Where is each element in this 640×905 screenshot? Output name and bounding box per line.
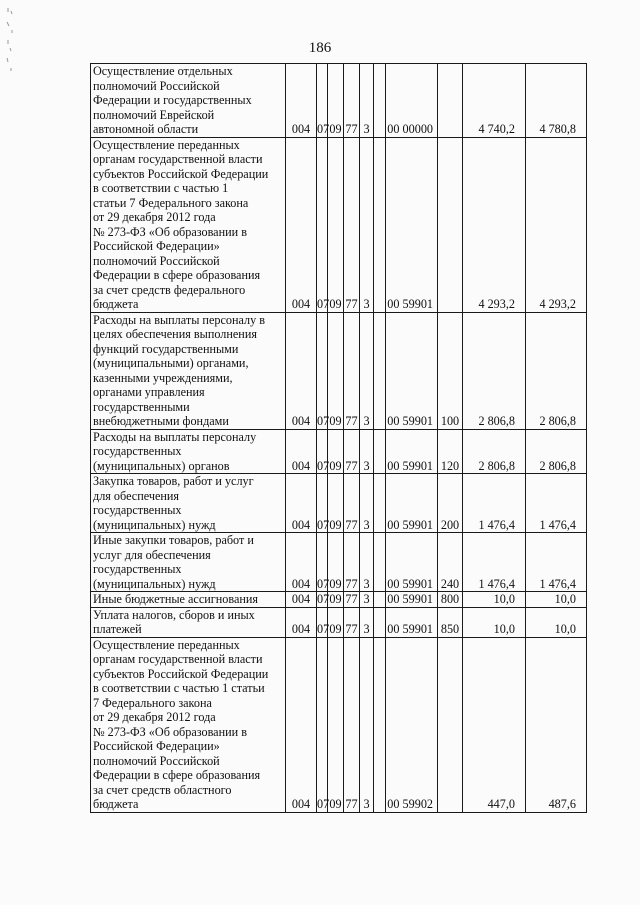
- row-grbs-cell: 004: [286, 637, 317, 812]
- row-grbs-cell: 004: [286, 64, 317, 138]
- row-amount-1-cell: 1 476,4: [463, 474, 526, 533]
- row-target-subprogram-cell: 3: [360, 312, 374, 429]
- row-section-cell: 07: [317, 312, 328, 429]
- row-section-cell: 07: [317, 474, 328, 533]
- row-blank-cell: [374, 592, 386, 608]
- row-target-code-cell: 00 59901: [386, 533, 438, 592]
- table-row: [91, 533, 587, 592]
- row-amount-1-cell: 4 740,2: [463, 64, 526, 138]
- row-target-subprogram-cell: 3: [360, 429, 374, 474]
- row-target-program-cell: 77: [344, 429, 360, 474]
- row-name-cell: Иные закупки товаров, работ и услуг для обеспечения государственных (муниципальных) нужд: [91, 533, 286, 592]
- row-amount-2-cell: 4 780,8: [526, 64, 587, 138]
- row-amount-1-cell: 4 293,2: [463, 137, 526, 312]
- row-target-code-cell: 00 59901: [386, 429, 438, 474]
- row-grbs-cell: 004: [286, 312, 317, 429]
- row-name-cell: Расходы на выплаты персоналу в целях обеспечения выполнения функций государственными (муниципальными) органами, казенными учреждениями, органами управления государственными внебюджетными фондами: [91, 312, 286, 429]
- row-target-program-cell: 77: [344, 474, 360, 533]
- row-blank-cell: [374, 637, 386, 812]
- table-row: [91, 429, 587, 474]
- row-expense-type-cell: 850: [438, 607, 463, 637]
- row-amount-2-cell: 487,6: [526, 637, 587, 812]
- row-target-program-cell: 77: [344, 607, 360, 637]
- row-blank-cell: [374, 474, 386, 533]
- row-amount-2-cell: 1 476,4: [526, 533, 587, 592]
- row-blank-cell: [374, 64, 386, 138]
- row-grbs-cell: 004: [286, 592, 317, 608]
- row-amount-2-cell: 4 293,2: [526, 137, 587, 312]
- row-blank-cell: [374, 607, 386, 637]
- row-expense-type-cell: 120: [438, 429, 463, 474]
- row-grbs-cell: 004: [286, 429, 317, 474]
- row-target-subprogram-cell: 3: [360, 637, 374, 812]
- row-name-cell: Осуществление переданных органам государственной власти субъектов Российской Федерации в соответствии с частью 1 статьи 7 Федерального закона от 29 декабря 2012 года № 273-ФЗ «Об образовании в Российской Федерации» полномочий Российской Федерации в сфере образования за счет средств федерального бюджета: [91, 137, 286, 312]
- table-row: [91, 312, 587, 429]
- row-section-cell: 07: [317, 137, 328, 312]
- row-section-cell: 07: [317, 533, 328, 592]
- row-amount-1-cell: 2 806,8: [463, 429, 526, 474]
- row-amount-1-cell: 10,0: [463, 607, 526, 637]
- row-subsection-cell: 09: [328, 429, 344, 474]
- table-row: [91, 637, 587, 812]
- row-subsection-cell: 09: [328, 64, 344, 138]
- row-grbs-cell: 004: [286, 607, 317, 637]
- row-subsection-cell: 09: [328, 637, 344, 812]
- row-target-code-cell: 00 59901: [386, 137, 438, 312]
- row-expense-type-cell: 100: [438, 312, 463, 429]
- row-expense-type-cell: [438, 137, 463, 312]
- budget-table-body: [91, 64, 587, 813]
- row-section-cell: 07: [317, 64, 328, 138]
- row-name-cell: Осуществление переданных органам государственной власти субъектов Российской Федерации в соответствии с частью 1 статьи 7 Федерального закона от 29 декабря 2012 года № 273-ФЗ «Об образовании в Российской Федерации» полномочий Российской Федерации в сфере образования за счет средств областного бюджета: [91, 637, 286, 812]
- row-amount-2-cell: 2 806,8: [526, 429, 587, 474]
- row-name-cell: Расходы на выплаты персоналу государственных (муниципальных) органов: [91, 429, 286, 474]
- row-blank-cell: [374, 312, 386, 429]
- row-target-program-cell: 77: [345, 592, 358, 606]
- row-target-program-cell: 77: [344, 312, 360, 429]
- row-target-code-cell: 00 59901: [386, 474, 438, 533]
- row-amount-2-cell: 10,0: [526, 592, 587, 608]
- table-row: [91, 474, 587, 533]
- row-expense-type-cell: 240: [438, 533, 463, 592]
- row-expense-type-cell: 200: [438, 474, 463, 533]
- row-amount-1-cell: 447,0: [463, 637, 526, 812]
- row-amount-2-cell: 10,0: [526, 607, 587, 637]
- row-subsection-cell: 09: [328, 533, 344, 592]
- row-target-subprogram-cell: 3: [360, 607, 374, 637]
- row-grbs-cell: 004: [286, 474, 317, 533]
- row-name-cell: Осуществление отдельных полномочий Российской Федерации и государственных полномочий Еврейской автономной области: [91, 64, 286, 138]
- table-row: [91, 137, 587, 312]
- row-target-code-cell: 00 59902: [386, 637, 438, 812]
- row-target-program-cell: 77: [344, 533, 360, 592]
- row-amount-1-cell: 2 806,8: [463, 312, 526, 429]
- row-target-code-cell: 00 59901: [386, 592, 438, 608]
- row-amount-1-cell: 1 476,4: [463, 533, 526, 592]
- row-name-cell: Закупка товаров, работ и услуг для обеспечения государственных (муниципальных) нужд: [91, 474, 286, 533]
- table-row: [91, 607, 587, 637]
- row-target-program-cell: 77: [344, 637, 360, 812]
- page-number: 186: [308, 40, 332, 56]
- row-section-cell: 07: [317, 429, 328, 474]
- row-target-code-cell: 00 59901: [386, 312, 438, 429]
- row-expense-type-cell: [438, 64, 463, 138]
- row-section-cell: 07: [317, 607, 328, 637]
- row-section-cell: 07: [317, 592, 330, 606]
- row-blank-cell: [374, 137, 386, 312]
- row-name-cell: Иные бюджетные ассигнования: [91, 592, 286, 608]
- row-grbs-cell: 004: [286, 533, 317, 592]
- row-blank-cell: [374, 429, 386, 474]
- row-subsection-cell: 09: [328, 474, 344, 533]
- row-target-program-cell: 77: [344, 137, 360, 312]
- row-amount-2-cell: 2 806,8: [526, 312, 587, 429]
- row-subsection-cell: 09: [328, 607, 344, 637]
- row-name-cell: Уплата налогов, сборов и иных платежей: [91, 607, 286, 637]
- row-target-program-cell: 77: [344, 64, 360, 138]
- row-target-subprogram-cell: 3: [360, 64, 374, 138]
- row-subsection-cell: 09: [329, 592, 342, 606]
- row-target-subprogram-cell: 3: [360, 533, 374, 592]
- row-amount-1-cell: 10,0: [463, 592, 526, 608]
- row-target-subprogram-cell: 3: [360, 474, 374, 533]
- table-row: [91, 64, 587, 138]
- row-target-code-cell: 00 00000: [386, 64, 438, 138]
- row-grbs-cell: 004: [286, 137, 317, 312]
- table-row: [91, 592, 587, 608]
- row-subsection-cell: 09: [328, 312, 344, 429]
- row-amount-2-cell: 1 476,4: [526, 474, 587, 533]
- row-section-cell: 07: [317, 637, 328, 812]
- row-target-subprogram-cell: 3: [360, 592, 374, 608]
- row-subsection-cell: 09: [328, 137, 344, 312]
- row-expense-type-cell: 800: [438, 592, 463, 608]
- budget-table: [90, 63, 587, 813]
- row-expense-type-cell: [438, 637, 463, 812]
- row-target-code-cell: 00 59901: [386, 607, 438, 637]
- row-blank-cell: [374, 533, 386, 592]
- row-target-subprogram-cell: 3: [360, 137, 374, 312]
